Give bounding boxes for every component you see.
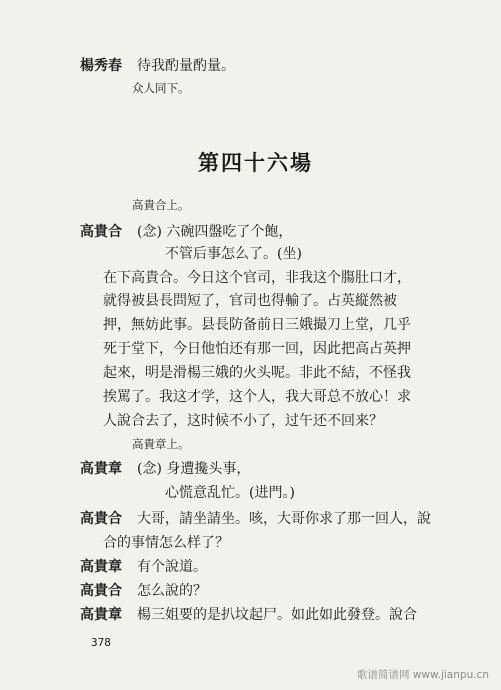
dialogue-paragraph-line: 押，無妨此事。县長防备前日三娥撮刀上堂，几乎 xyxy=(103,317,411,333)
speaker-gao-guihe: 高貴合 xyxy=(80,583,122,599)
speaker-gao-guizhang: 高貴章 xyxy=(80,559,122,575)
dialogue-paragraph-line: 就得被县長問短了，官司也得輸了。占英縦然被 xyxy=(103,293,397,309)
stage-direction: 高貴合上。 xyxy=(132,198,190,212)
dialogue-line: 不管后事怎么了。(坐) xyxy=(165,246,302,262)
dialogue-line: (念) 身遭攙头事， xyxy=(137,461,251,477)
dialogue-line: 楊三姐要的是扒坟起尸。如此如此發登。說合 xyxy=(137,607,417,623)
scene-title: 第四十六場 xyxy=(198,150,313,175)
dialogue-line: 有个說道。 xyxy=(137,559,207,575)
dialogue-line: 怎么說的？ xyxy=(137,583,207,599)
dialogue-paragraph-line: 人說合去了，这时候不小了，过午还不回来？ xyxy=(103,413,383,429)
dialogue-line: 心慌意乱忙。(进門。) xyxy=(165,485,295,501)
stage-direction: 众人同下。 xyxy=(132,81,190,95)
dialogue-line: 大哥，請坐請坐。咳，大哥你求了那一回人，說 xyxy=(137,511,431,527)
dialogue-paragraph-line: 起來，明是滑楊三娥的火头呢。非此不結，不怪我 xyxy=(103,365,411,381)
speaker-yang-xiuchun: 楊秀春 xyxy=(80,58,122,74)
dialogue-line: 待我酌量酌量。 xyxy=(137,58,235,74)
speaker-gao-guihe: 高貴合 xyxy=(80,224,122,240)
speaker-gao-guizhang: 高貴章 xyxy=(80,461,122,477)
dialogue-line: (念) 六碗四盤吃了个飽， xyxy=(137,224,293,240)
dialogue-paragraph-line: 挨罵了。我这才学，这个人，我大哥总不放心！求 xyxy=(103,389,411,405)
site-watermark: 歌谱简谱网 www.jianpu.cn xyxy=(357,669,489,681)
dialogue-paragraph-line: 死于堂下，今日他怕还有那一回，因此把高占英押 xyxy=(103,341,411,357)
speaker-gao-guihe: 高貴合 xyxy=(80,511,122,527)
page-number: 378 xyxy=(91,636,111,649)
stage-direction: 高貴章上。 xyxy=(132,437,190,451)
speaker-gao-guizhang: 高貴章 xyxy=(80,607,122,623)
dialogue-line: 合的事情怎么样了？ xyxy=(103,535,229,551)
dialogue-paragraph-line: 在下高貴合。今日这个官司，非我这个膓肚口才， xyxy=(103,270,411,286)
